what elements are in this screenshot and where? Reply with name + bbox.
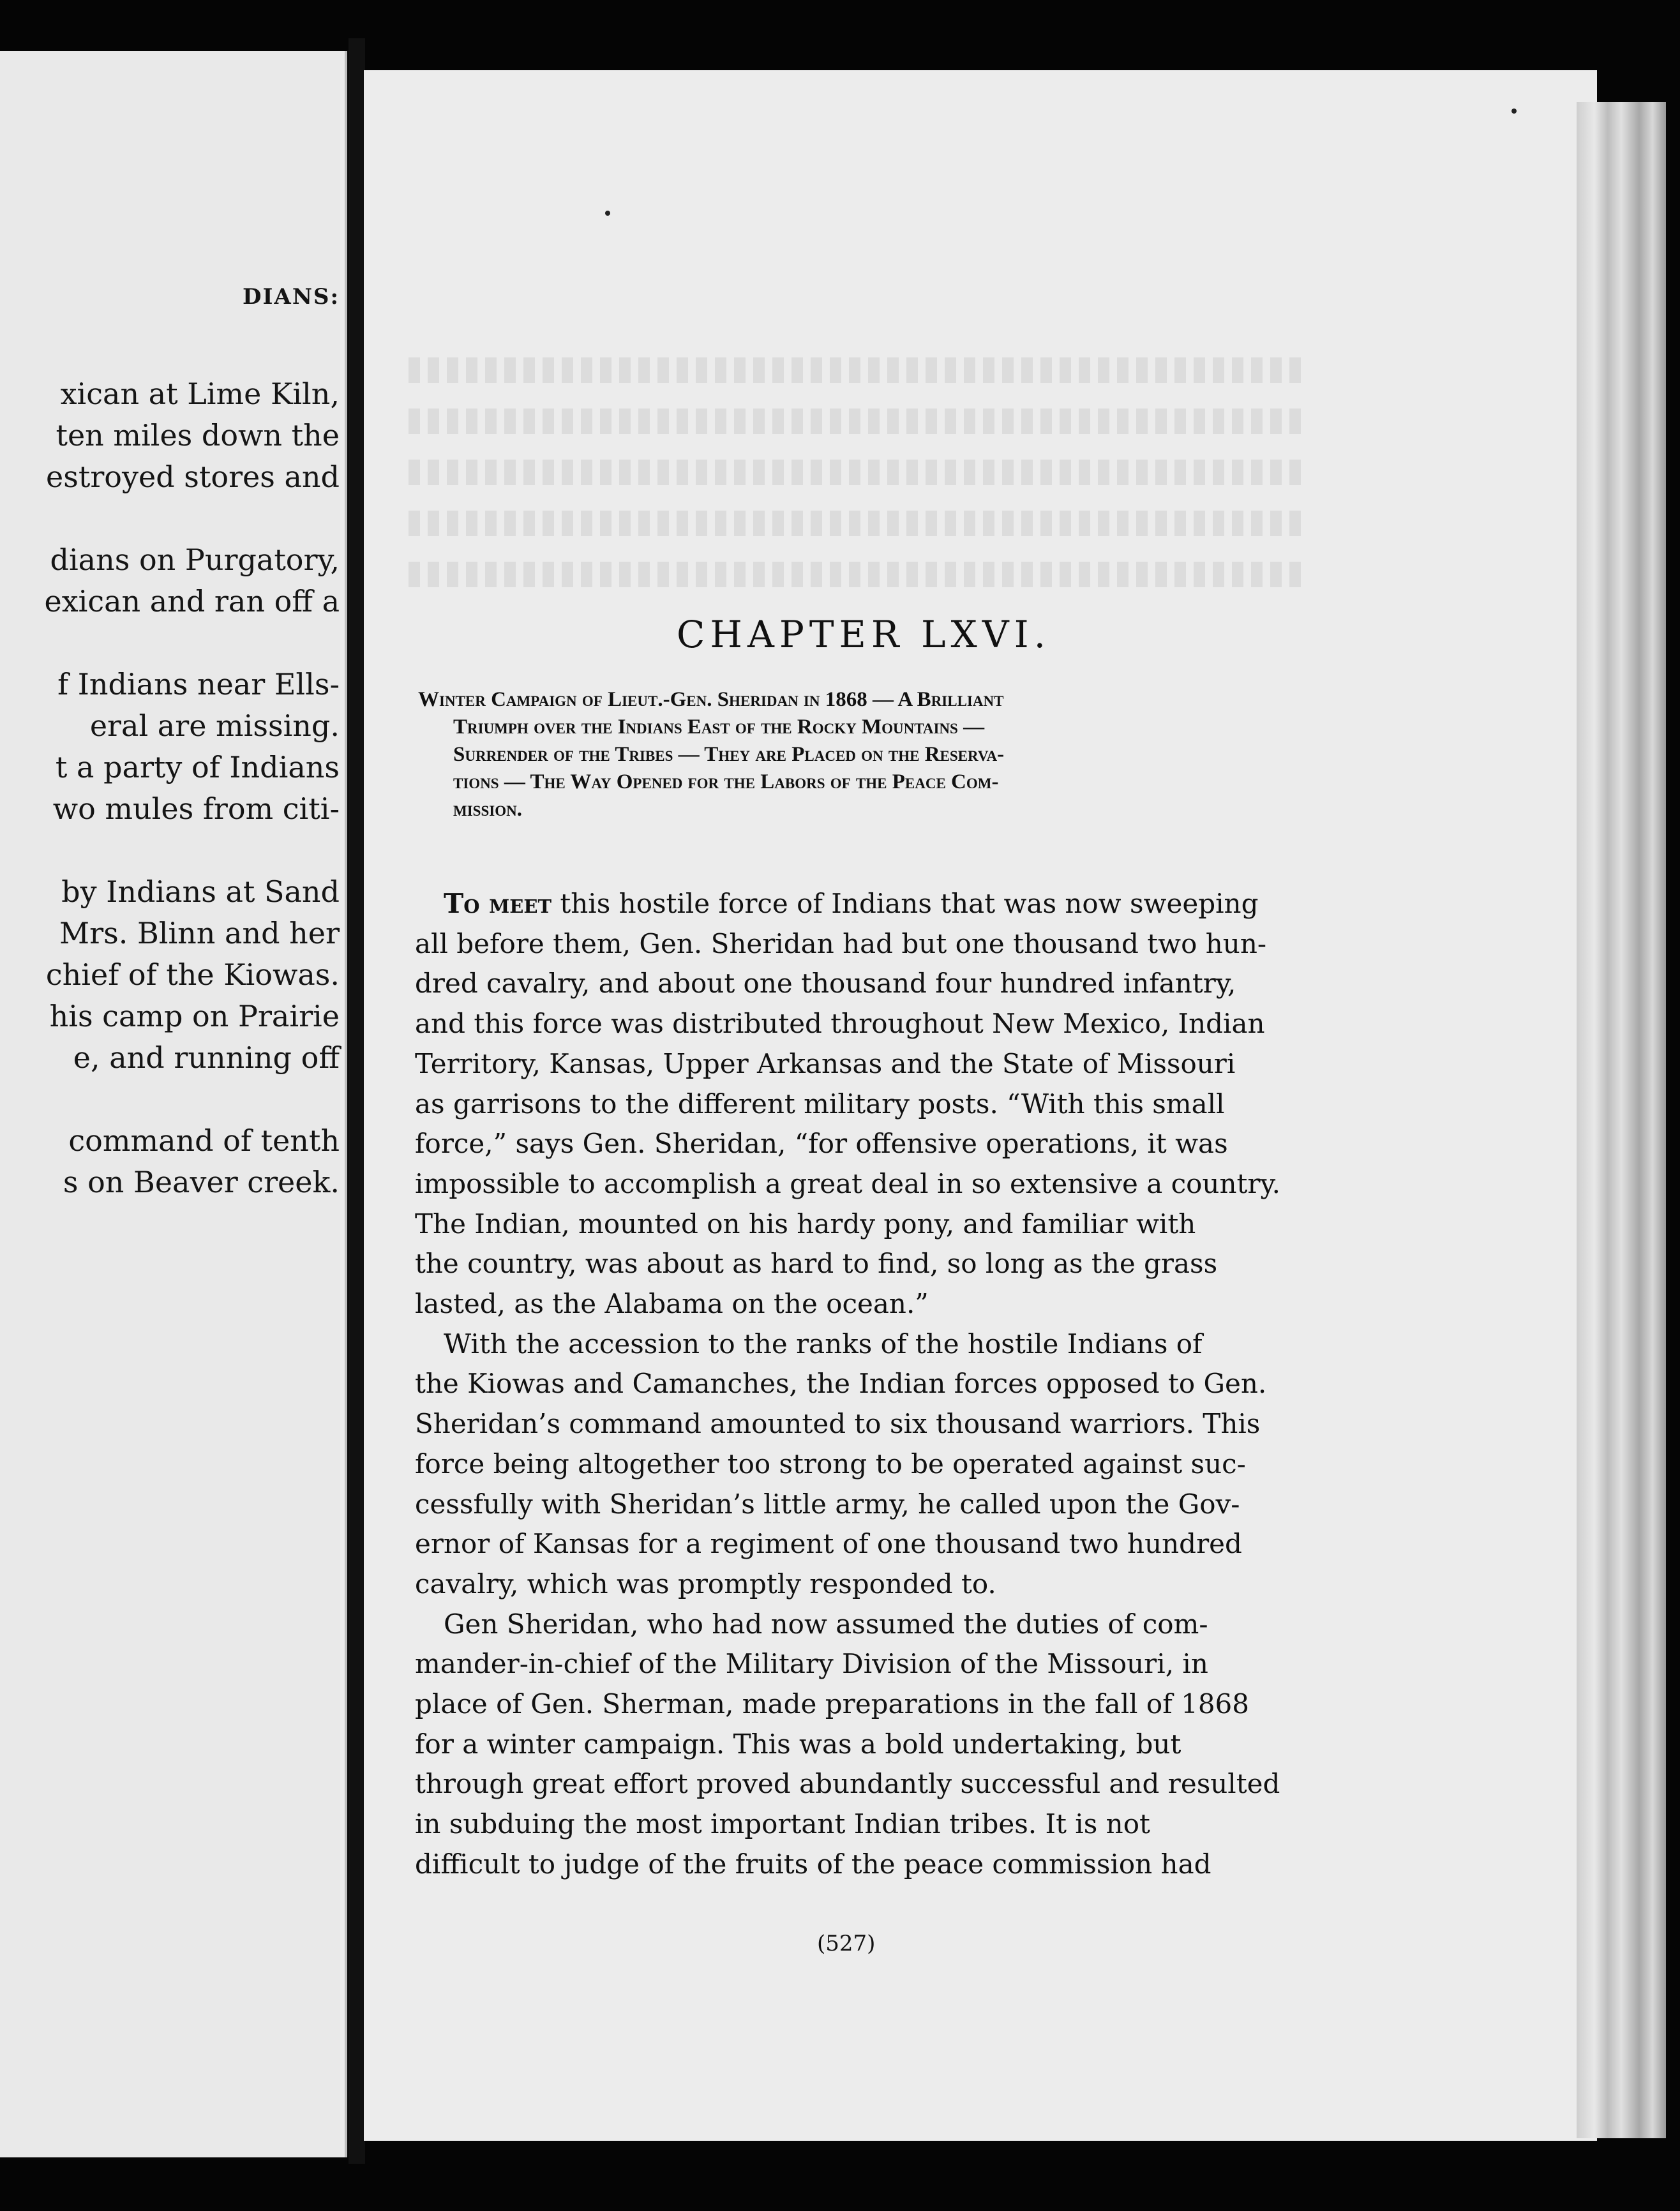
show-through-text [409, 408, 1302, 434]
body-line: the country, was about as hard to find, so long as the grass [415, 1248, 1218, 1280]
body-line: Sheridan’s command amounted to six thousand warriors. This [415, 1408, 1261, 1440]
dust-speck [1511, 109, 1517, 114]
left-page-line: chief of the Kiowas. [45, 957, 340, 992]
body-line: The Indian, mounted on his hardy pony, and familiar with [415, 1208, 1196, 1240]
page-edges [1577, 102, 1666, 2138]
left-page-line: by Indians at Sand [61, 874, 340, 909]
body-line: Gen Sheridan, who had now assumed the duties of com- [444, 1608, 1208, 1640]
body-line: cavalry, which was promptly responded to. [415, 1568, 996, 1600]
body-line: lasted, as the Alabama on the ocean.” [415, 1288, 929, 1320]
body-line: dred cavalry, and about one thousand four hundred infantry, [415, 968, 1236, 1000]
chapter-summary-line: Surrender of the Tribes — They are Placed on the Reserva- [453, 743, 1005, 766]
left-page-line: ten miles down the [56, 418, 340, 453]
body-line: for a winter campaign. This was a bold undertaking, but [415, 1728, 1181, 1760]
left-page-line: wo mules from citi- [52, 791, 340, 826]
book-spine [349, 38, 365, 2164]
left-page-line: s on Beaver creek. [63, 1165, 340, 1199]
left-page-line: exican and ran off a [44, 584, 340, 618]
body-line: as garrisons to the different military posts. “With this small [415, 1088, 1225, 1120]
body-line: impossible to accomplish a great deal in so extensive a country. [415, 1167, 1280, 1199]
chapter-summary-line: mission. [453, 798, 522, 821]
chapter-summary-line: Winter Campaign of Lieut.-Gen. Sheridan in 1868 — A Brilliant [418, 688, 1004, 711]
body-line: in subduing the most important Indian tribes. It is not [415, 1808, 1150, 1840]
body-line: ernor of Kansas for a regiment of one thousand two hundred [415, 1528, 1242, 1560]
left-page-line: eral are missing. [89, 708, 340, 743]
show-through-text [409, 511, 1302, 536]
left-page [0, 51, 347, 2157]
show-through-text [409, 562, 1302, 587]
body-line: cessfully with Sheridan’s little army, he called upon the Gov- [415, 1488, 1240, 1520]
body-line-text: this hostile force of Indians that was now sweeping [551, 888, 1259, 919]
body-line: difficult to judge of the fruits of the peace commission had [415, 1848, 1211, 1880]
show-through-text [409, 460, 1302, 485]
body-line: all before them, Gen. Sheridan had but one thousand two hun- [415, 927, 1267, 959]
left-page-line: dians on Purgatory, [50, 543, 340, 577]
body-line: place of Gen. Sherman, made preparations in the fall of 1868 [415, 1688, 1250, 1720]
left-page-line: f Indians near Ells- [57, 667, 340, 701]
body-line: the Kiowas and Camanches, the Indian forces opposed to Gen. [415, 1368, 1267, 1400]
body-line: and this force was distributed throughout New Mexico, Indian [415, 1008, 1265, 1040]
chapter-title: CHAPTER LXVI. [677, 613, 1051, 656]
body-text [415, 884, 1280, 1885]
body-line: force,” says Gen. Sheridan, “for offensive operations, it was [415, 1128, 1228, 1160]
dust-speck [605, 211, 610, 216]
body-line: force being altogether too strong to be operated against suc- [415, 1448, 1246, 1480]
body-line: through great effort proved abundantly successful and resulted [415, 1768, 1280, 1800]
left-page-line: t a party of Indians [55, 750, 340, 784]
left-page-line: estroyed stores and [46, 460, 340, 494]
left-page-line: xican at Lime Kiln, [60, 377, 340, 411]
lead-words: To meet [444, 888, 552, 919]
chapter-summary-line: Triumph over the Indians East of the Rocky Mountains — [453, 716, 985, 738]
body-line: With the accession to the ranks of the hostile Indians of [444, 1328, 1203, 1360]
page-number: (527) [817, 1931, 876, 1956]
body-line [415, 884, 1280, 924]
body-line: Territory, Kansas, Upper Arkansas and the State of Missouri [415, 1047, 1236, 1079]
show-through-text [409, 357, 1302, 383]
left-page-line: Mrs. Blinn and her [59, 916, 340, 950]
left-page-line: e, and running off [73, 1040, 340, 1075]
left-page-heading: DIANS: [243, 284, 340, 310]
body-line: mander-in-chief of the Military Division of the Missouri, in [415, 1648, 1208, 1680]
left-page-line: his camp on Prairie [49, 999, 340, 1033]
left-page-line: command of tenth [68, 1123, 340, 1158]
chapter-summary [418, 686, 1004, 823]
chapter-summary-line: tions — The Way Opened for the Labors of the Peace Com- [453, 770, 999, 793]
